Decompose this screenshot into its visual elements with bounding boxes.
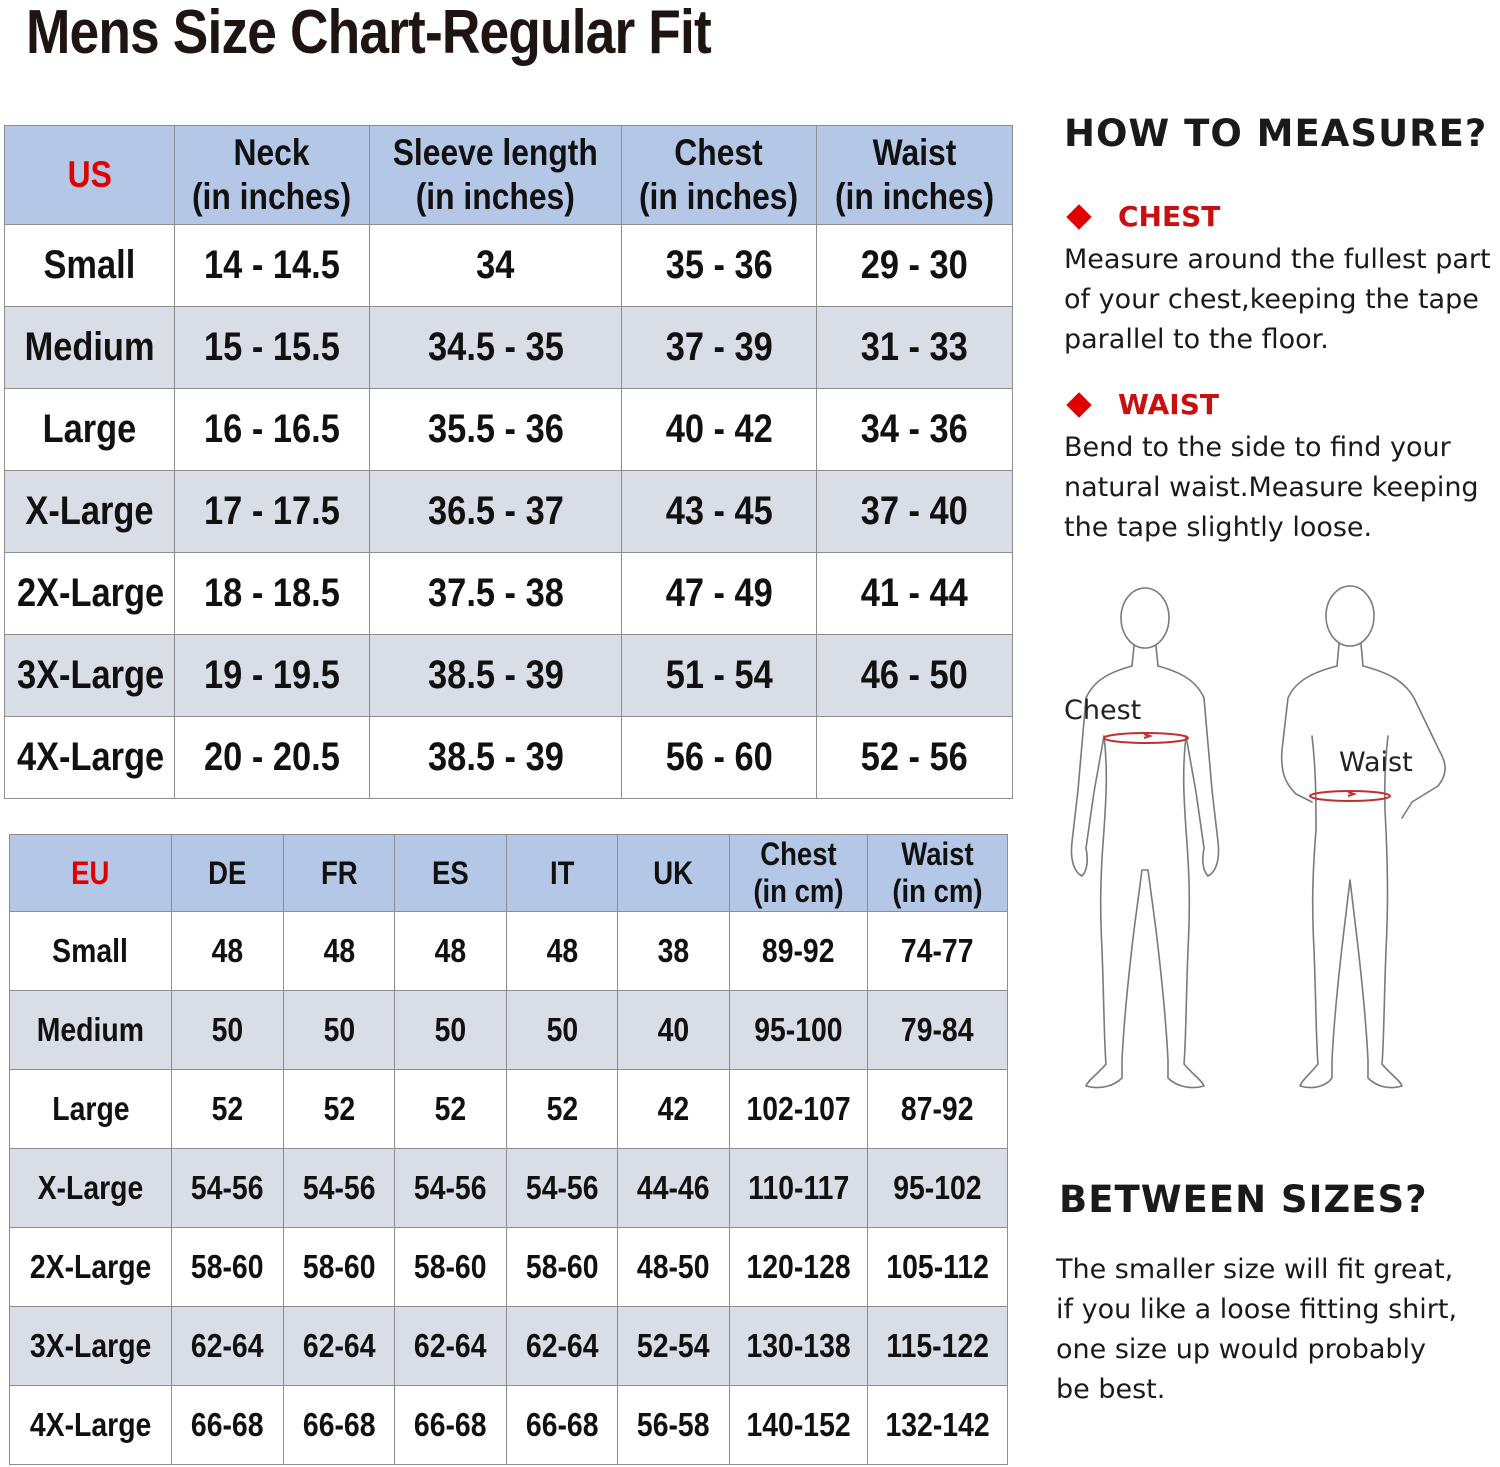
eu-size-value: 52 <box>284 1070 395 1149</box>
us-size-value: 34 <box>370 225 622 307</box>
us-size-value: 43 - 45 <box>622 471 817 553</box>
us-table-row <box>5 307 1013 389</box>
waist-description: Bend to the side to find your natural waist.Measure keeping the tape slightly loose. <box>1064 432 1479 543</box>
us-table-row <box>5 635 1013 717</box>
us-size-value: 36.5 - 37 <box>370 471 622 553</box>
eu-size-value: 52 <box>172 1070 284 1149</box>
eu-size-value: 66-68 <box>507 1386 618 1465</box>
eu-table-row <box>10 912 1008 991</box>
us-size-label: X-Large <box>5 471 175 553</box>
diamond-bullet-icon <box>1066 392 1091 417</box>
us-size-label: Large <box>5 389 175 471</box>
us-size-value: 38.5 - 39 <box>370 717 622 799</box>
eu-size-value: 50 <box>172 991 284 1070</box>
body-measure-illustration-icon <box>1060 580 1480 1100</box>
eu-size-value: 120-128 <box>730 1228 868 1307</box>
us-size-value: 52 - 56 <box>817 717 1013 799</box>
eu-size-value: 56-58 <box>618 1386 730 1465</box>
us-chest-header: Chest (in inches) <box>622 126 817 225</box>
eu-size-value: 40 <box>618 991 730 1070</box>
eu-size-value: 48 <box>172 912 284 991</box>
waist-label: WAIST <box>1118 388 1219 421</box>
chest-label: CHEST <box>1118 200 1221 233</box>
eu-size-value: 62-64 <box>172 1307 284 1386</box>
eu-size-value: 52-54 <box>618 1307 730 1386</box>
us-size-value: 35.5 - 36 <box>370 389 622 471</box>
eu-size-label: Small <box>10 912 172 991</box>
waist-bullet <box>1066 388 1219 421</box>
us-size-value: 56 - 60 <box>622 717 817 799</box>
eu-chest-header: Chest (in cm) <box>730 835 868 912</box>
eu-size-value: 105-112 <box>868 1228 1008 1307</box>
eu-it-header: IT <box>507 835 618 912</box>
figure-chest-label: Chest <box>1064 695 1142 726</box>
eu-size-value: 58-60 <box>395 1228 507 1307</box>
us-size-value: 29 - 30 <box>817 225 1013 307</box>
between-sizes-description: The smaller size will fit great, if you like a loose fitting shirt, one size up would probably be best. <box>1056 1254 1458 1405</box>
eu-size-label: Medium <box>10 991 172 1070</box>
us-table-row <box>5 471 1013 553</box>
us-size-value: 37 - 39 <box>622 307 817 389</box>
us-size-value: 51 - 54 <box>622 635 817 717</box>
chest-description: Measure around the fullest part of your chest,keeping the tape parallel to the floor. <box>1064 244 1491 355</box>
eu-header-row <box>10 835 1008 912</box>
page-title: Mens Size Chart-Regular Fit <box>26 0 711 67</box>
us-size-value: 38.5 - 39 <box>370 635 622 717</box>
eu-size-label: X-Large <box>10 1149 172 1228</box>
figure-waist-label: Waist <box>1339 747 1413 778</box>
us-size-value: 46 - 50 <box>817 635 1013 717</box>
eu-table-row <box>10 1386 1008 1465</box>
us-size-value: 35 - 36 <box>622 225 817 307</box>
eu-table-row <box>10 1307 1008 1386</box>
us-table-row <box>5 389 1013 471</box>
eu-size-label: 4X-Large <box>10 1386 172 1465</box>
us-size-value: 20 - 20.5 <box>175 717 370 799</box>
eu-size-value: 110-117 <box>730 1149 868 1228</box>
eu-table-row <box>10 991 1008 1070</box>
how-to-measure-heading: HOW TO MEASURE? <box>1064 112 1488 155</box>
eu-es-header: ES <box>395 835 507 912</box>
us-size-value: 47 - 49 <box>622 553 817 635</box>
us-header-row <box>5 126 1013 225</box>
eu-size-value: 89-92 <box>730 912 868 991</box>
eu-size-value: 87-92 <box>868 1070 1008 1149</box>
eu-size-value: 54-56 <box>284 1149 395 1228</box>
eu-table-row <box>10 1228 1008 1307</box>
eu-size-value: 48 <box>395 912 507 991</box>
us-table-row <box>5 553 1013 635</box>
eu-size-table <box>9 834 1008 1465</box>
us-waist-header: Waist (in inches) <box>817 126 1013 225</box>
eu-size-label: Large <box>10 1070 172 1149</box>
eu-size-value: 50 <box>284 991 395 1070</box>
eu-size-value: 48 <box>284 912 395 991</box>
eu-size-value: 66-68 <box>172 1386 284 1465</box>
eu-region-header: EU <box>10 835 172 912</box>
us-size-value: 37 - 40 <box>817 471 1013 553</box>
eu-size-value: 52 <box>507 1070 618 1149</box>
chest-bullet <box>1066 200 1220 233</box>
diamond-bullet-icon <box>1066 204 1091 229</box>
eu-size-value: 52 <box>395 1070 507 1149</box>
eu-size-value: 48 <box>507 912 618 991</box>
eu-size-value: 48-50 <box>618 1228 730 1307</box>
eu-table-row <box>10 1149 1008 1228</box>
us-size-label: 4X-Large <box>5 717 175 799</box>
eu-size-value: 62-64 <box>284 1307 395 1386</box>
eu-waist-header: Waist (in cm) <box>868 835 1008 912</box>
eu-size-label: 3X-Large <box>10 1307 172 1386</box>
eu-size-value: 44-46 <box>618 1149 730 1228</box>
us-size-label: 3X-Large <box>5 635 175 717</box>
us-size-value: 15 - 15.5 <box>175 307 370 389</box>
us-size-value: 41 - 44 <box>817 553 1013 635</box>
eu-size-value: 58-60 <box>284 1228 395 1307</box>
us-size-value: 18 - 18.5 <box>175 553 370 635</box>
eu-size-value: 42 <box>618 1070 730 1149</box>
eu-size-value: 54-56 <box>395 1149 507 1228</box>
eu-size-value: 66-68 <box>395 1386 507 1465</box>
us-size-table <box>4 125 1013 799</box>
eu-size-value: 102-107 <box>730 1070 868 1149</box>
us-neck-header: Neck (in inches) <box>175 126 370 225</box>
eu-table-row <box>10 1070 1008 1149</box>
eu-size-value: 74-77 <box>868 912 1008 991</box>
us-sleeve-header: Sleeve length (in inches) <box>370 126 622 225</box>
eu-size-value: 54-56 <box>507 1149 618 1228</box>
eu-size-value: 66-68 <box>284 1386 395 1465</box>
us-size-value: 40 - 42 <box>622 389 817 471</box>
us-size-label: Small <box>5 225 175 307</box>
eu-size-value: 79-84 <box>868 991 1008 1070</box>
us-size-label: 2X-Large <box>5 553 175 635</box>
eu-size-value: 132-142 <box>868 1386 1008 1465</box>
eu-fr-header: FR <box>284 835 395 912</box>
us-size-value: 14 - 14.5 <box>175 225 370 307</box>
eu-size-value: 50 <box>395 991 507 1070</box>
us-table-row <box>5 225 1013 307</box>
us-table-row <box>5 717 1013 799</box>
eu-size-value: 62-64 <box>395 1307 507 1386</box>
eu-de-header: DE <box>172 835 284 912</box>
us-size-value: 17 - 17.5 <box>175 471 370 553</box>
eu-size-value: 95-100 <box>730 991 868 1070</box>
eu-size-value: 54-56 <box>172 1149 284 1228</box>
us-size-value: 34 - 36 <box>817 389 1013 471</box>
eu-size-value: 50 <box>507 991 618 1070</box>
eu-size-value: 58-60 <box>507 1228 618 1307</box>
eu-uk-header: UK <box>618 835 730 912</box>
us-size-value: 19 - 19.5 <box>175 635 370 717</box>
eu-size-value: 38 <box>618 912 730 991</box>
eu-size-value: 115-122 <box>868 1307 1008 1386</box>
eu-size-value: 62-64 <box>507 1307 618 1386</box>
eu-size-value: 140-152 <box>730 1386 868 1465</box>
us-size-label: Medium <box>5 307 175 389</box>
eu-size-value: 130-138 <box>730 1307 868 1386</box>
us-region-header: US <box>5 126 175 225</box>
eu-size-value: 95-102 <box>868 1149 1008 1228</box>
us-size-value: 16 - 16.5 <box>175 389 370 471</box>
us-size-value: 37.5 - 38 <box>370 553 622 635</box>
us-size-value: 31 - 33 <box>817 307 1013 389</box>
eu-size-label: 2X-Large <box>10 1228 172 1307</box>
us-size-value: 34.5 - 35 <box>370 307 622 389</box>
eu-size-value: 58-60 <box>172 1228 284 1307</box>
between-sizes-heading: BETWEEN SIZES? <box>1059 1178 1428 1221</box>
